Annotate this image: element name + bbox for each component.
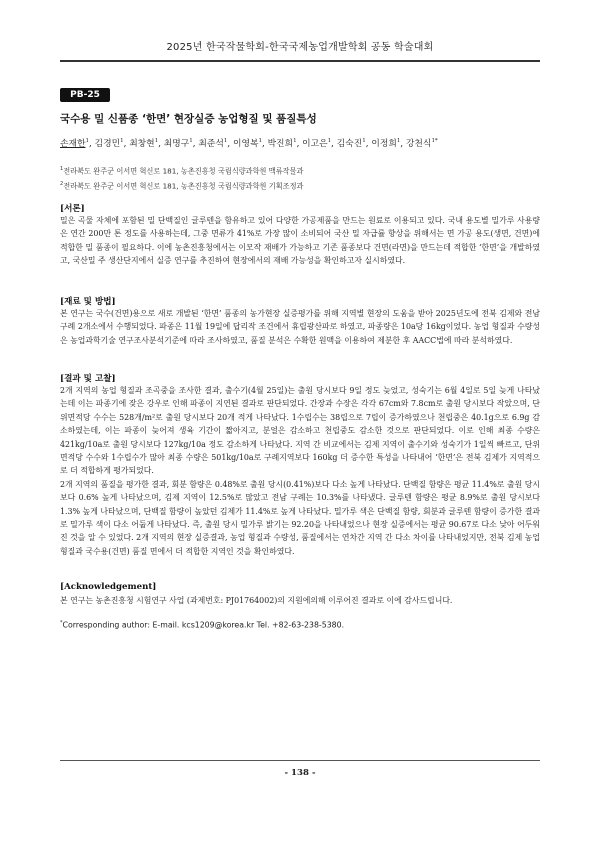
page-number: - 138 - (284, 768, 316, 778)
author-name: 최창현 (129, 139, 155, 149)
footer-divider (60, 760, 540, 761)
paper-title: 국수용 밀 신품종 ‘한면’ 현장실증 농업형질 및 품질특성 (60, 113, 317, 125)
author-name: 이정희 (371, 139, 397, 149)
intro-heading: [서론] (60, 204, 85, 214)
author-affil-mark: 1 (362, 138, 366, 145)
author-list: 손재한$^1$, 김경민$^1$, 최창현$^1$, 최명구$^1$, 최준석$^1$, 이영복$^1$, 박진희$^1$, 이고은$^1$, 김숙진$^1$, 이정희$^1$, 강천식$^{1*}$ (60, 138, 438, 149)
affiliation-text: 전라북도 완주군 이서면 혁신로 181, 농촌진흥청 국립식량과학원 맥류작물과 (63, 166, 304, 176)
author-affil-mark: 1 (327, 138, 332, 145)
author-affil-mark: 1 (293, 138, 297, 145)
author-affil-mark: 1* (431, 138, 438, 145)
conference-header: 2025년 한국작물학회-한국국제농업개발학회 공동 학술대회 (166, 42, 434, 53)
author-name: 최준석 (198, 139, 224, 149)
paper-code-badge: PB-25 (60, 88, 110, 102)
author-name: 이고은 (302, 139, 328, 149)
corresponding-text: Corresponding author: E-mail. kcs1209@korea.kr Tel. +82-63-238-5380. (62, 620, 345, 630)
author-affil-mark: 1 (154, 138, 159, 145)
author-name: 손재한 (60, 139, 86, 149)
corresponding-mark: * (60, 620, 63, 626)
author-name: 김경민 (94, 139, 121, 149)
ack-heading: [Acknowledgement] (60, 582, 157, 592)
intro-paragraph: 밀은 곡물 자체에 포함된 밀 단백질인 글루텐을 함유하고 있어 다양한 가공제품을 만드는 원료로 이용되고 있다. 국내 용도별 밀가루 사용량은 연간 200만 톤 정도를 사용하는데, 그중 면류가 41%로 가장 많이 소비되어 국산 밀 자급률 향상을 위해서는 면 가공 용도(생면, 건면)에 적합한 밀 품종이 필요하다. 이에 농촌진흥청에서는 이모작 재배가 가능하고 기존 품종보다 건면(라면)을 만드는데 적합한 ‘한면’을 개발하였고, 국산밀 주 생산단지에서 실증 연구를 추진하여 현장에서의 재배 가능성을 확인하고자 실시하였다. (60, 216, 540, 266)
author-name: 김숙진 (336, 139, 363, 149)
author-name: 최명구 (163, 139, 190, 149)
corresponding-author-note (60, 620, 540, 630)
affiliation-mark: 2 (60, 181, 64, 187)
affiliation-mark: 1 (60, 166, 64, 172)
author-affil-mark: 1 (189, 138, 193, 145)
author-name: 이영복 (232, 139, 259, 149)
methods-paragraph: 본 연구는 국수(건면)용으로 새로 개발된 ‘한면’ 품종의 농가현장 실증평가를 위해 지역별 현장의 도움을 받아 2025년도에 전북 김제와 전남 구례 2개소에서 수행되었다. 파종은 11월 19일에 답리작 조건에서 휴립광산파로 하였고, 파종량은 10a당 16kg이었다. 농업 형질과 수량성은 농업과학기술 연구조사분석기준에 따라 조사하였고, 품질 분석은 수확한 원맥을 이용하여 제분한 후 AACC법에 따라 분석하였다. (60, 309, 540, 345)
affiliation-2 (60, 181, 540, 191)
results-heading: [결과 및 고찰] (60, 374, 116, 384)
results-paragraph: 2개 지역의 농업 형질과 조곡중을 조사한 결과, 출수기(4월 25일)는 출원 당시보다 9일 정도 늦었고, 성숙기는 6월 4일로 5일 늦게 나타났는데 이는 파종기에 잦은 강우로 인해 파종이 지연된 결과로 판단되었다. 간장과 수장은 각각 67cm와 7.8cm로 출원 당시보다 작았으며, 단위면적당 수수는 528개/m²로 출원 당시보다 20개 적게 나타났다. 1수립수는 38립으로 7립이 증가하였으나 천립중은 40.1g으로 6.9g 감소하였는데, 이는 파종이 늦어져 생육 기간이 짧아지고, 분얼은 감소하고 천립중도 감소한 것으로 판단되었다. 이로 인해 최종 수량은 421kg/10a로 출원 당시보다 127kg/10a 정도 감소하게 나타났다. 지역 간 비교에서는 김제 지역이 출수기와 성숙기가 1일씩 빠르고, 단위면적당 수수와 1수립수가 많아 최종 수량은 501kg/10a로 구례지역보다 160kg 더 증수한 특성을 나타내어 ‘한면’은 전북 김제가 지역적으로 더 적합하게 평가되었다. 2개 지역의 품질을 평가한 결과, 회분 함량은 0.48%로 출원 당시(0.41%)보다 다소 높게 나타났다. 단백질 함량은 평균 11.4%로 출원 당시보다 0.6% 높게 나타났으며, 김제 지역이 12.5%로 많았고 전남 구례는 10.3%를 나타냈다. 글루텐 함량은 평균 8.9%로 출원 당시보다 1.3% 높게 나타났으며, 단백질 함량이 높았던 김제가 11.4%로 높게 나타났다. 밀가루 색은 단백질 함량, 회분과 글루텐 함량이 증가한 결과로 밀가루 색이 다소 어둡게 나타났다. 즉, 출원 당시 밀가루 밝기는 92.20을 나타내었으나 현장 실증에서는 평균 90.67로 다소 낮아 어두워진 것을 알 수 있었다. 2개 지역의 현장 실증결과, 농업 형질과 수량성, 품질에서는 연차간 지역 간 다소 차이를 나타내었지만, 전북 김제 농업 형질과 국수용(건면) 품질 면에서 더 적합한 지역인 것을 확인하였다. (60, 386, 540, 556)
affiliation-text: 전라북도 완주군 이서면 혁신로 181, 농촌진흥청 국립식량과학원 기획조정과 (63, 181, 304, 191)
author-affil-mark: 1 (85, 138, 89, 145)
affiliation-1 (60, 166, 540, 176)
methods-heading: [재료 및 방법] (60, 297, 116, 307)
author-affil-mark: 1 (396, 138, 401, 145)
author-affil-mark: 1 (258, 138, 262, 145)
author-name: 강천식 (405, 139, 432, 149)
author-affil-mark: 1 (223, 138, 228, 145)
ack-paragraph: 본 연구는 농촌진흥청 시험연구 사업 (과제번호: PJ01764002)의 지원에의해 이루어진 결과로 이에 감사드립니다. (60, 596, 453, 605)
author-name: 박진희 (267, 139, 294, 149)
header-divider (60, 60, 540, 62)
author-affil-mark: 1 (120, 138, 124, 145)
